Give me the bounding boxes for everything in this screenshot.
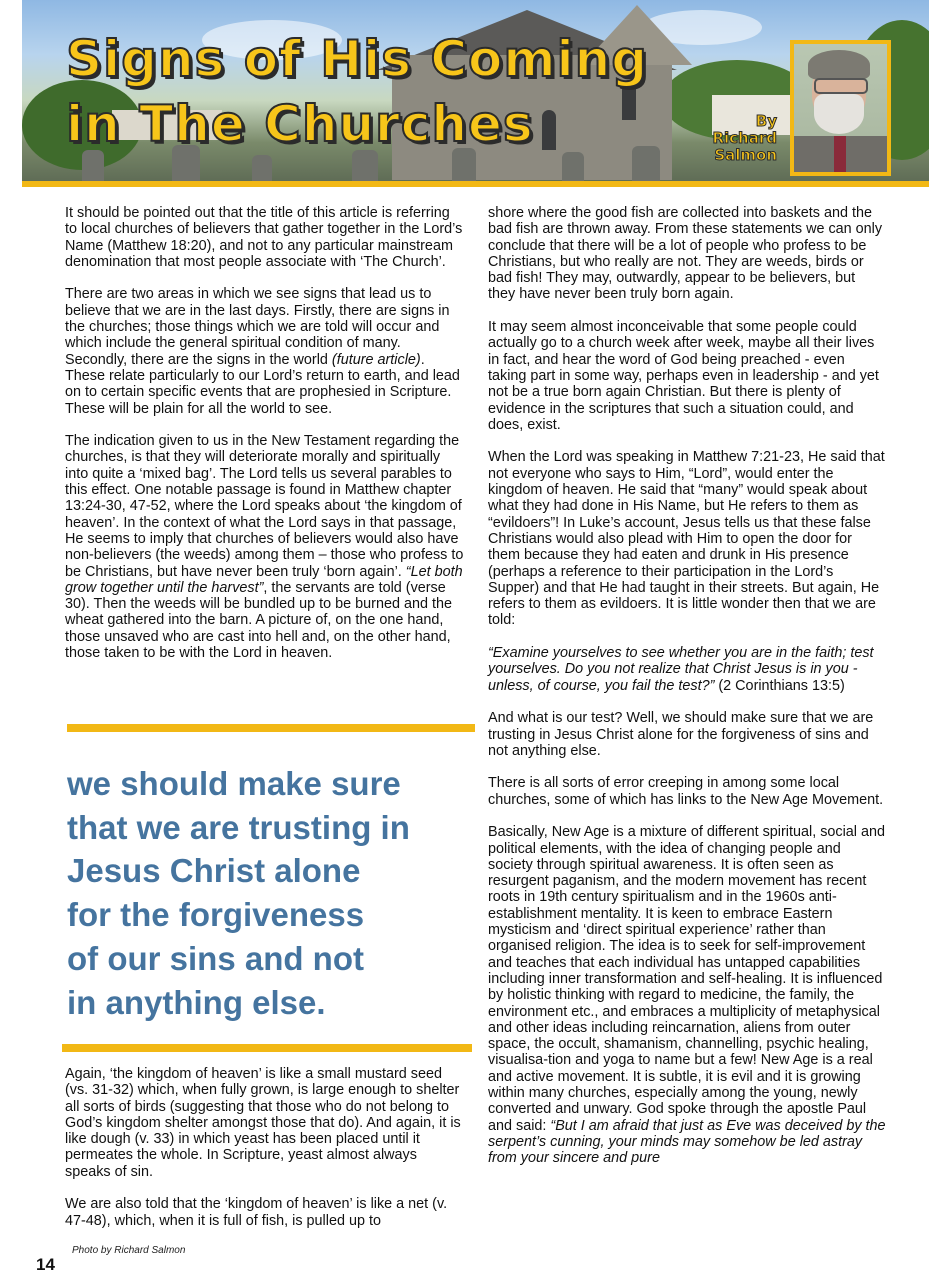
header-divider [22,181,929,187]
paragraph: When the Lord was speaking in Matthew 7:21-23, He said that not everyone who says to Him, “Lord”, would enter the kingdom of heaven. He said that “many” would speak about what they had done in His Name, but He refers to them as “evildoers”! In Luke’s account, Jesus tells us that these false Christians would also plead with Him to open the door for them because they had eaten and drunk in His presence (perhaps a reference to their participation in the Lord’s Supper) and that He had taught in their streets. But again, He refers to them as evildoers. It is little wonder then that we are told: [488,449,885,629]
paragraph: There is all sorts of error creeping in among some local churches, some of which has links to the New Age Movement. [488,775,884,808]
paragraph: The indication given to us in the New Testament regarding the churches, is that they will deteriorate morally and spiritually into quite a ‘mixed bag’. The Lord tells us several parables to this effect. One notable passage is found in Matthew chapter 13:24-30, 47-52, where the Lord speaks about ‘the kingdom of heaven’. In the context of what the Lord says in that passage, He seems to imply that churches of believers would also have non-believers (the weeds) among them – those who profess to be Christians, but have never been truly ‘born again’. “Let both grow together until the harvest”, the servants are told (verse 30). Then the weeds will be bundled up to be burned and the wheat gathered into the barn. A picture of, on the one hand, those unsaved who are cast into hell and, on the other hand, those taken to be with the Lord in heaven. [65,433,464,662]
byline-by: By [755,112,777,130]
article-title-line-2: in The Churches [66,95,534,153]
pull-quote-bottom-rule [62,1044,472,1052]
paragraph: There are two areas in which we see signs that lead us to believe that we are in the last days. Firstly, there are signs in the churches; those things which we are told will occur and which include the general spiritual condition of many. Secondly, there are the signs in the world (future article). These relate particularly to our Lord’s return to earth, and lead on to certain specific events that are prophesied in Scripture. These will be plain for all the world to see. [65,286,460,417]
byline-last-name: Salmon [714,146,777,164]
left-column-top [65,205,465,678]
pull-quote-top-rule [67,724,475,732]
header-banner-photo [22,0,929,183]
right-column [488,205,886,1183]
paragraph: Again, ‘the kingdom of heaven’ is like a small mustard seed (vs. 31-32) which, when fully grown, is large enough to shelter all sorts of birds (suggesting that those who do not belong to God’s kingdom shelter amongst those that do). And again, it is like dough (v. 33) in which yeast has been placed until it permeates the whole. In Scripture, yeast almost always speaks of sin. [65,1066,461,1180]
pull-quote: we should make sure that we are trusting in Jesus Christ alone for the forgiveness of our sins and not in anything else. [67,765,410,1021]
paragraph: We are also told that the ‘kingdom of heaven’ is like a net (v. 47-48), which, when it is full of fish, is pulled up to [65,1196,448,1229]
author-portrait [790,40,891,176]
page-number: 14 [36,1255,55,1274]
paragraph: shore where the good fish are collected into baskets and the bad fish are thrown away. From these statements we can only conclude that there will be a lot of people who profess to be Christians, but who really are not. They are weeds, birds or bad fish! They may, outwardly, appear to be believers, but they have never been truly born again. [488,205,883,303]
paragraph: Basically, New Age is a mixture of different spiritual, social and political elements, with the idea of changing people and society through spiritual awareness. It is often seen as resurgent paganism, and the modern movement has recent roots in 19th century spiritualism and in the 1960s anti-establishment mentality. It is keen to embrace Eastern mysticism and ‘direct spiritual experience’ rather than organised religion. The idea is to seek for self-improvement and teaches that each individual has untapped capabilities including inner transformation and self-healing. It is influenced by holistic thinking with regard to medicine, the family, the environment etc., and embraces a multiplicity of metaphysical and other ideas including reincarnation, aliens from outer space, the occult, shamanism, channelling, psychic healing, visualisa-tion and yoga to name but a few! New Age is a real and active movement. It is subtle, it is evil and it is growing within many churches, especially among the young, newly converted and unwary. God spoke through the apostle Paul and said: “But I am afraid that just as Eve was deceived by the serpent’s cunning, your minds may somehow be led astray from your sincere and pure [488,824,886,1167]
author-byline [712,113,777,164]
paragraph: It may seem almost inconceivable that some people could actually go to a church week after week, maybe all their lives in fact, and hear the word of God being preached - even taking part in some way, perhaps even in leadership - and yet not be a true born again Christian. But there is plenty of evidence in the scriptures that such a situation could, and does, exist. [488,319,879,433]
byline-first-name: Richard [712,129,777,147]
scripture-quote: “Examine yourselves to see whether you are in the faith; test yourselves. Do you not realize that Christ Jesus is in you - unless, of course, you fail the test?” (2 Corinthians 13:5) [488,645,874,694]
paragraph: It should be pointed out that the title of this article is referring to local churches of believers that gather together in the Lord’s Name (Matthew 18:20), and not to any particular mainstream denomination that most people associate with ‘The Church’. [65,205,463,270]
left-column-bottom [65,1066,465,1245]
article-title-line-1: Signs of His Coming [66,30,649,88]
paragraph: And what is our test? Well, we should make sure that we are trusting in Jesus Christ alone for the forgiveness of sins and not anything else. [488,710,874,759]
photo-credit: Photo by Richard Salmon [72,1245,186,1256]
